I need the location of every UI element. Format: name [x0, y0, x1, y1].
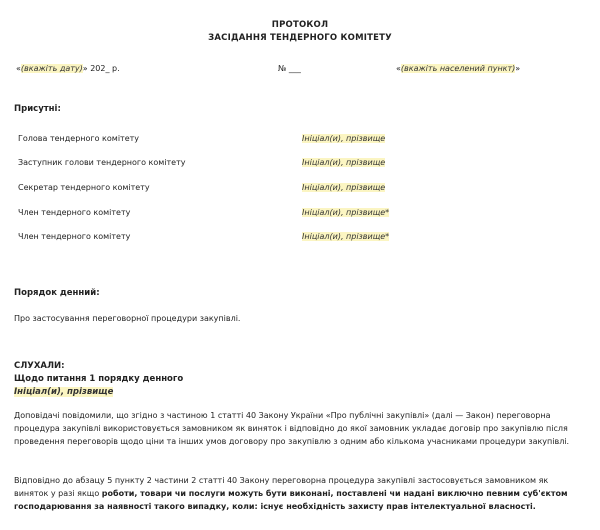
paragraph-2: Відповідно до абзацу 5 пункту 2 частини 2 статті 40 Закону переговорна процедура закупівлі застосовується замовником як виняток у разі якщо роботи, товари чи послуги можуть бути виконані, поставлені чи надані виключно певним суб'єктом господарювання за наявності такого випадку, коли: існує необхідність захисту прав інтелектуальної власності.: [14, 476, 568, 511]
place-field: «(вкажіть населений пункт)»: [396, 64, 521, 73]
member-role: Голова тендерного комітету: [18, 134, 140, 143]
agenda-heading: Порядок денний:: [14, 288, 100, 298]
heard-subheading: Щодо питання 1 порядку денного: [14, 374, 184, 384]
member-name-placeholder[interactable]: Ініціал(и), прізвище: [302, 183, 386, 192]
present-heading: Присутні:: [14, 104, 61, 114]
paragraph-2-emphasis: роботи, товари чи послуги можуть бути виконані, поставлені чи надані виключно певним суб'єктом господарювання за наявності такого випадку, коли: існує необхідність захисту прав інтелектуальної власності.: [14, 489, 568, 511]
speaker-placeholder[interactable]: Ініціал(и), прізвище: [14, 387, 114, 397]
member-name-placeholder[interactable]: Ініціал(и), прізвище: [302, 134, 386, 143]
place-placeholder[interactable]: (вкажіть населений пункт): [400, 64, 516, 73]
member-name-placeholder[interactable]: Ініціал(и), прізвище*: [302, 208, 390, 217]
member-role: Заступник голови тендерного комітету: [18, 158, 186, 167]
paragraph-1: Доповідачі повідомили, що згідно з частиною 1 статті 40 Закону України «Про публічні закупівлі» (далі — Закон) переговорна процедура закупівлі використовується замовником як виняток і відповідно до якої замовник укладає договір про закупівлю після проведення переговорів щодо ціни та інших умов договору про закупівлю з одним або кількома учасниками процедури закупівлі.: [14, 411, 570, 446]
protocol-number: № ___: [278, 64, 301, 73]
member-role: Секретар тендерного комітету: [18, 183, 150, 192]
member-role: Член тендерного комітету: [18, 232, 131, 241]
member-role: Член тендерного комітету: [18, 208, 131, 217]
member-name-placeholder[interactable]: Ініціал(и), прізвище*: [302, 232, 390, 241]
heard-heading: СЛУХАЛИ:: [14, 361, 65, 371]
date-placeholder[interactable]: (вкажіть дату): [20, 64, 83, 73]
date-field: «(вкажіть дату)» 202_ р.: [16, 64, 120, 73]
member-name-placeholder[interactable]: Ініціал(и), прізвище: [302, 158, 386, 167]
document-title: ПРОТОКОЛ: [271, 20, 329, 30]
agenda-item: Про застосування переговорної процедури закупівлі.: [14, 314, 241, 323]
document-subtitle: ЗАСІДАННЯ ТЕНДЕРНОГО КОМІТЕТУ: [208, 33, 392, 43]
